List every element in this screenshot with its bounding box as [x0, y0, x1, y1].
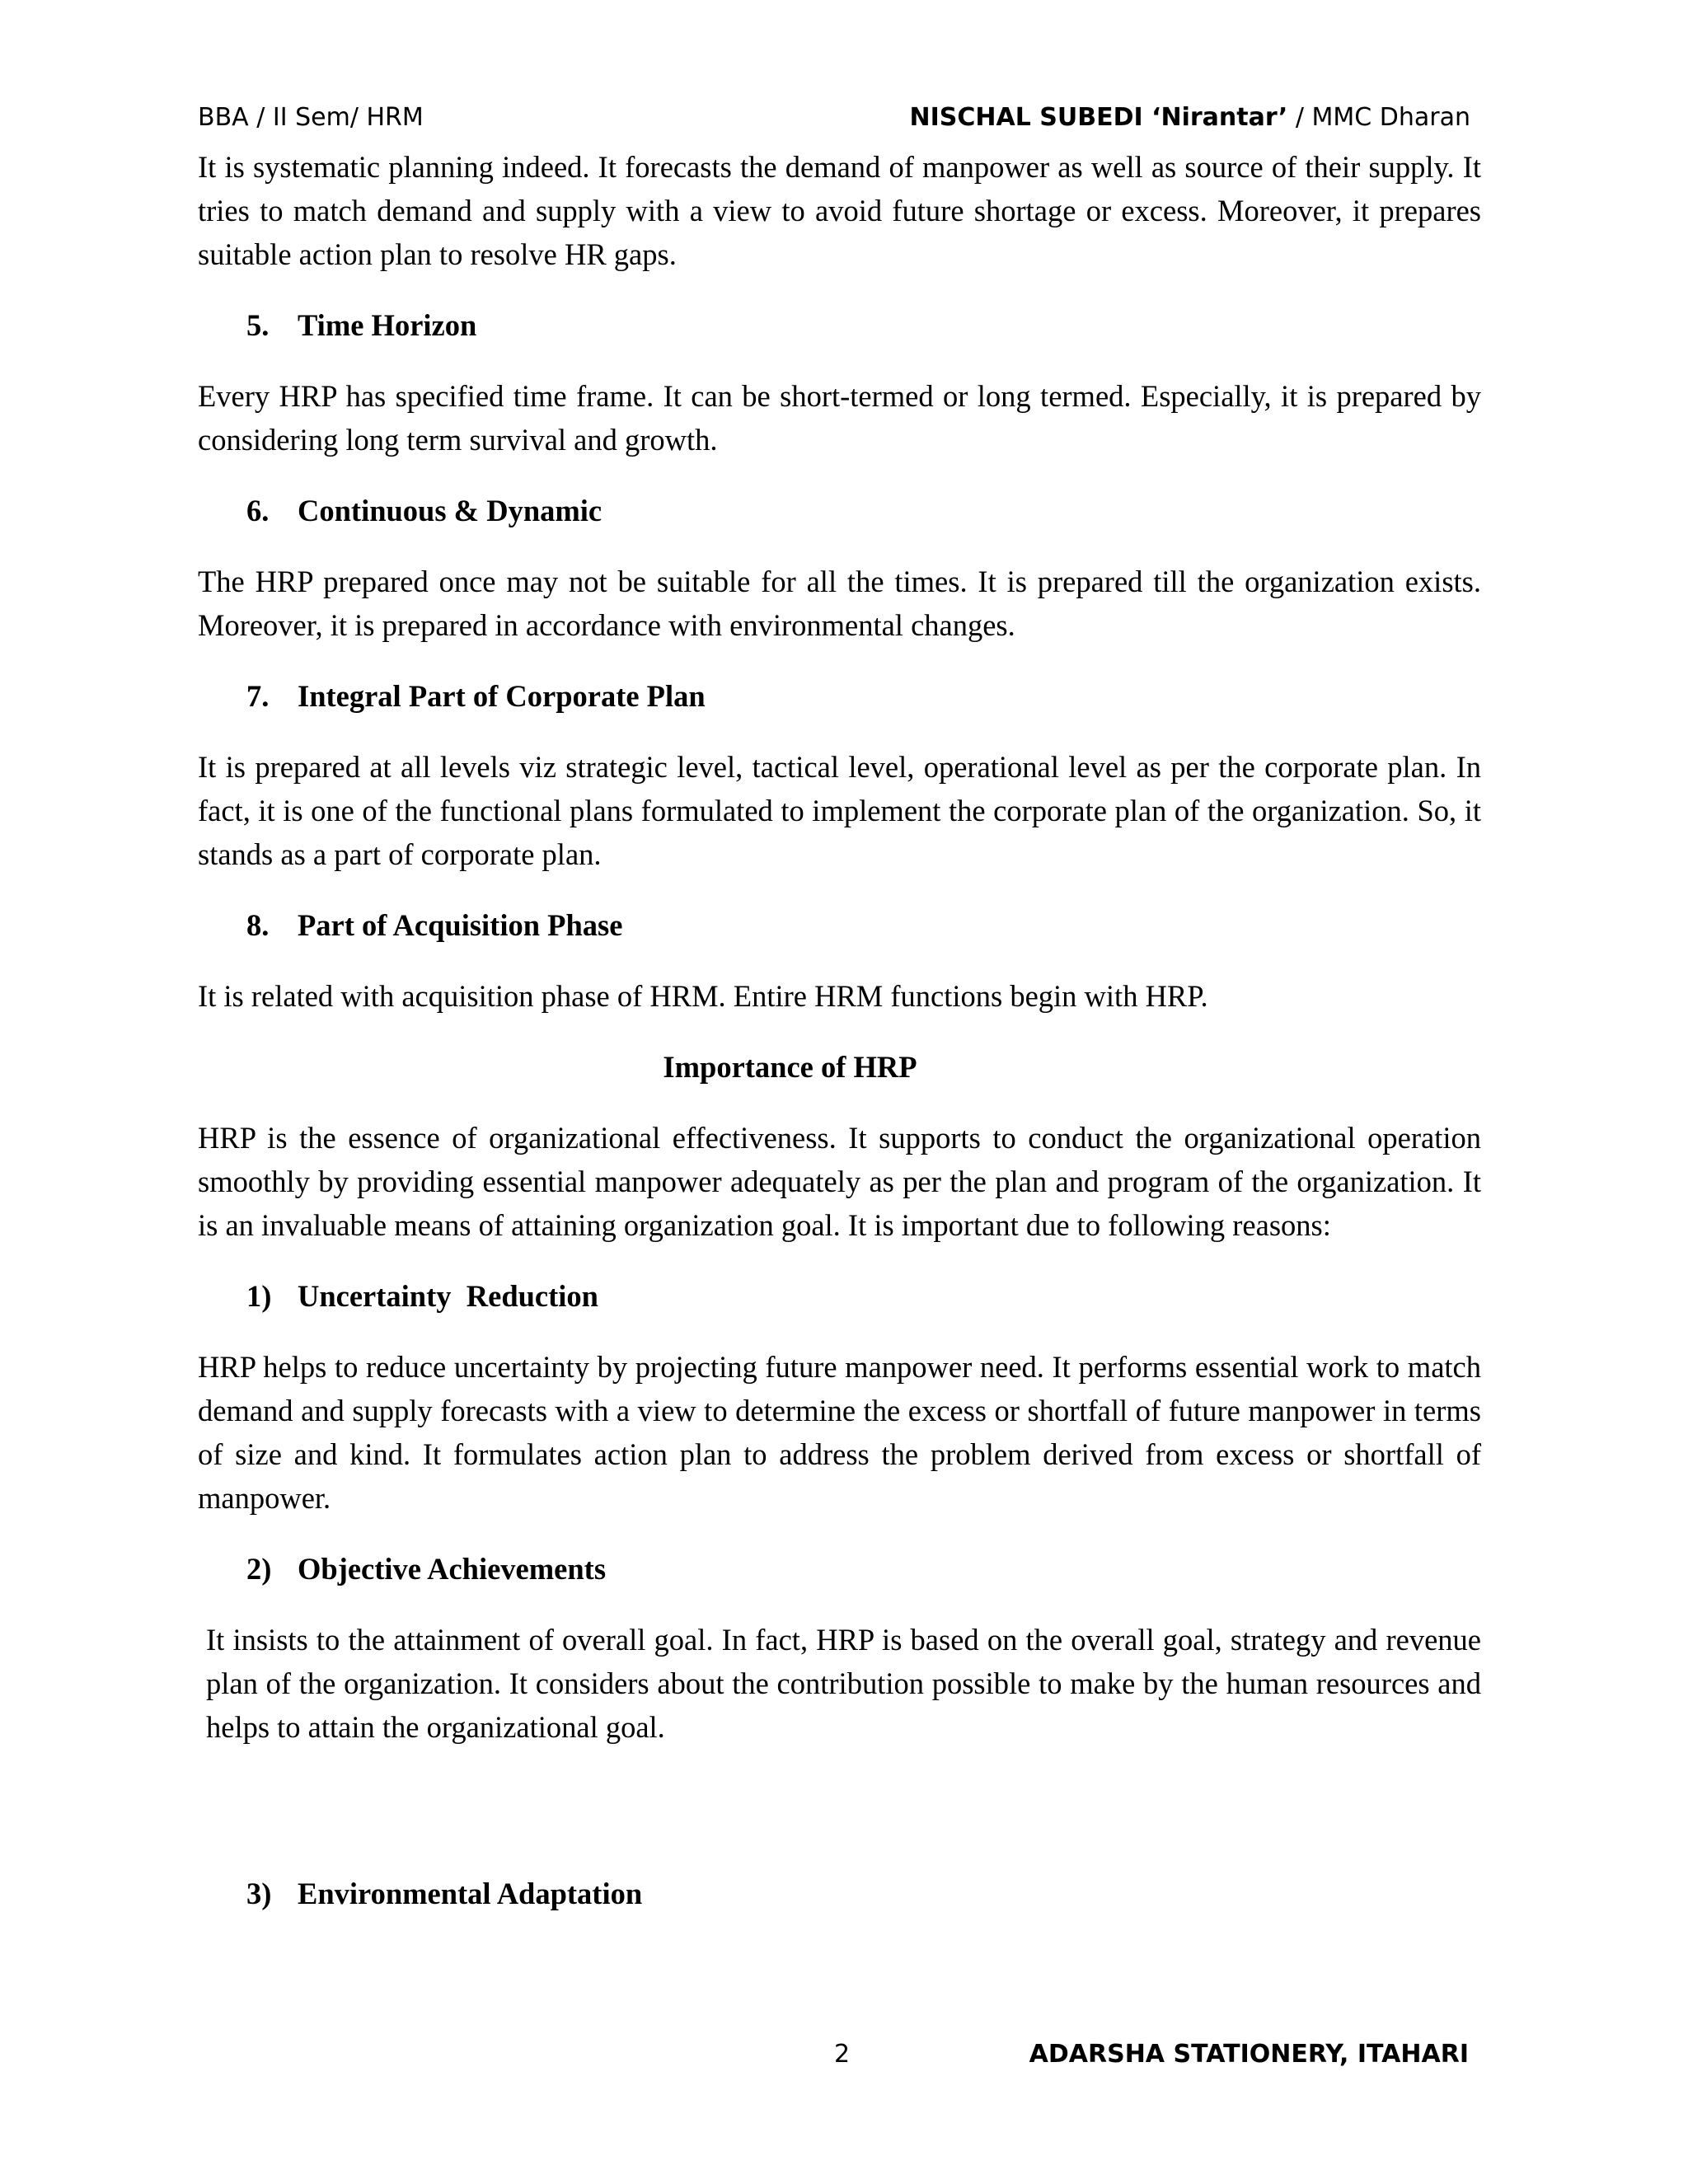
heading-number: 1) [246, 1279, 272, 1313]
heading-environmental-adaptation [198, 1872, 1481, 1915]
heading-title: Uncertainty Reduction [298, 1279, 598, 1313]
heading-time-horizon [198, 303, 1481, 347]
heading-integral-part [198, 674, 1481, 718]
footer-publisher: ADARSHA STATIONERY, ITAHARI [1029, 2040, 1469, 2069]
heading-number: 2) [246, 1552, 272, 1586]
paragraph-continuous-dynamic: The HRP prepared once may not be suitable for all the times. It is prepared till the organization exists. Moreover, it is prepared in accordance with environmental changes. [198, 565, 1481, 642]
paragraph-time-horizon: Every HRP has specified time frame. It can be short-termed or long termed. Especially, it is prepared by considering long term survival and growth. [198, 379, 1481, 457]
heading-number: 8. [246, 908, 270, 942]
header-author [909, 103, 1470, 132]
heading-number: 3) [246, 1877, 272, 1910]
paragraph-integral-part: It is prepared at all levels viz strategic level, tactical level, operational level as per the corporate plan. In fact, it is one of the functional plans formulated to implement the corporate plan of the organization. So, it stands as a part of corporate plan. [198, 750, 1481, 871]
heading-objective-achievements [198, 1547, 1481, 1591]
heading-continuous-dynamic [198, 489, 1481, 532]
paragraph-objective-achievements: It insists to the attainment of overall goal. In fact, HRP is based on the overall goal, strategy and revenue plan of the organization. It considers about the contribution possible to make by the human resources and helps to attain the organizational goal. [206, 1623, 1481, 1744]
header-course: BBA / II Sem/ HRM [198, 103, 424, 132]
heading-number: 7. [246, 679, 270, 713]
heading-title: Environmental Adaptation [298, 1877, 643, 1910]
heading-number: 6. [246, 494, 270, 527]
page-number: 2 [834, 2040, 851, 2069]
heading-title: Continuous & Dynamic [298, 494, 603, 527]
section-title-importance: Importance of HRP [663, 1050, 917, 1084]
paragraph-importance: HRP is the essence of organizational effectiveness. It supports to conduct the organizational operation smoothly by providing essential manpower adequately as per the plan and program of the organization. It is an invaluable means of attaining organization goal. It is important due to following reasons: [198, 1121, 1481, 1242]
heading-acquisition-phase [198, 903, 1481, 947]
blank-space [198, 1776, 1481, 1872]
heading-number: 5. [246, 308, 270, 342]
heading-title: Time Horizon [298, 308, 477, 342]
heading-title: Objective Achievements [298, 1552, 607, 1586]
document-body [198, 145, 1481, 1943]
heading-title: Integral Part of Corporate Plan [298, 679, 706, 713]
header-institution: / MMC Dharan [1287, 103, 1470, 132]
paragraph-acquisition-phase: It is related with acquisition phase of HRM. Entire HRM functions begin with HRP. [198, 979, 1208, 1013]
paragraph-uncertainty-reduction: HRP helps to reduce uncertainty by projecting future manpower need. It performs essential work to match demand and supply forecasts with a view to determine the excess or shortfall of future manpower in terms of size and kind. It formulates action plan to address the problem derived from excess or shortfall of manpower. [198, 1350, 1481, 1515]
paragraph-intro: It is systematic planning indeed. It forecasts the demand of manpower as well as source of their supply. It tries to match demand and supply with a view to avoid future shortage or excess. Moreover, it prepares suitable action plan to resolve HR gaps. [198, 150, 1481, 271]
header-author-name: NISCHAL SUBEDI ‘Nirantar’ [909, 103, 1288, 132]
heading-uncertainty-reduction [198, 1274, 1481, 1318]
heading-title: Part of Acquisition Phase [298, 908, 623, 942]
